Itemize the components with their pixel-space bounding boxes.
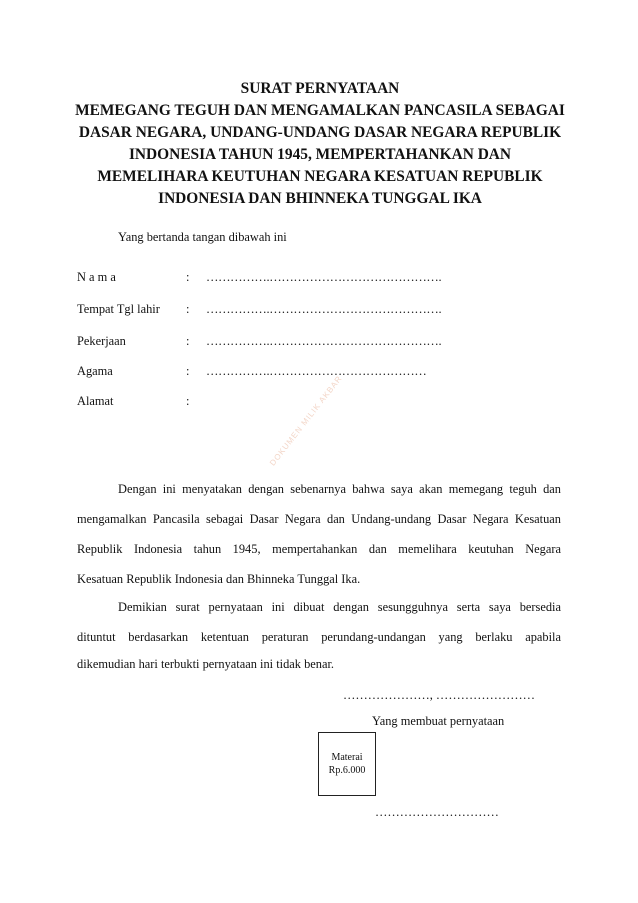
materai-label: Materai xyxy=(331,752,363,763)
title-line: DASAR NEGARA, UNDANG-UNDANG DASAR NEGARA REPUBLIK xyxy=(78,124,562,141)
field-label-pekerjaan: Pekerjaan xyxy=(77,334,126,348)
field-colon: : xyxy=(186,394,190,408)
field-colon: : xyxy=(186,364,190,378)
paragraph-line: mengamalkan Pancasila sebagai Dasar Negara dan Undang-undang Dasar Negara Kesatuan xyxy=(77,512,561,526)
field-label-tempat-tgl-lahir: Tempat Tgl lahir xyxy=(77,302,160,316)
paragraph-line: Republik Indonesia tahun 1945, mempertahankan dan memelihara keutuhan Negara xyxy=(77,542,561,556)
signer-name-blank[interactable]: ………………………… xyxy=(375,805,499,819)
field-label-nama: N a m a xyxy=(77,270,116,284)
field-colon: : xyxy=(186,334,190,348)
title-line: INDONESIA DAN BHINNEKA TUNGGAL IKA xyxy=(158,190,482,207)
field-label-agama: Agama xyxy=(77,364,113,378)
maker-label: Yang membuat pernyataan xyxy=(372,714,505,728)
field-colon: : xyxy=(186,302,190,316)
paragraph-line: Dengan ini menyatakan dengan sebenarnya bahwa saya akan memegang teguh dan xyxy=(118,482,561,496)
paragraph-line: Kesatuan Republik Indonesia dan Bhinneka Tunggal Ika. xyxy=(77,572,361,586)
field-colon: : xyxy=(186,270,190,284)
paragraph-line: dituntut berdasarkan ketentuan peraturan perundang-undangan yang berlaku apabila xyxy=(77,630,561,644)
title-line: SURAT PERNYATAAN xyxy=(240,80,400,97)
watermark-text: DOKUMEN MILIK AKBAR xyxy=(268,373,344,468)
field-blank-agama[interactable]: …………….………………………………… xyxy=(206,364,427,378)
paragraph-line: Demikian surat pernyataan ini dibuat dengan sesungguhnya serta saya bersedia xyxy=(118,600,561,614)
materai-value: Rp.6.000 xyxy=(328,765,366,776)
title-line: INDONESIA TAHUN 1945, MEMPERTAHANKAN DAN xyxy=(128,146,512,163)
field-label-alamat: Alamat xyxy=(77,394,114,408)
materai-stamp-box xyxy=(318,732,376,796)
field-blank-tempat-tgl-lahir[interactable]: …………….……………………………………. xyxy=(206,302,442,316)
title-line: MEMELIHARA KEUTUHAN NEGARA KESATUAN REPUBLIK xyxy=(97,168,543,185)
field-blank-pekerjaan[interactable]: …………….……………………………………. xyxy=(206,334,442,348)
place-date-blank[interactable]: …………………, …………………… xyxy=(343,688,536,702)
intro-text: Yang bertanda tangan dibawah ini xyxy=(118,230,287,244)
title-line: MEMEGANG TEGUH DAN MENGAMALKAN PANCASILA SEBAGAI xyxy=(75,102,565,119)
paragraph-line: dikemudian hari terbukti pernyataan ini tidak benar. xyxy=(77,657,335,671)
field-blank-nama[interactable]: …………….……………………………………. xyxy=(206,270,442,284)
